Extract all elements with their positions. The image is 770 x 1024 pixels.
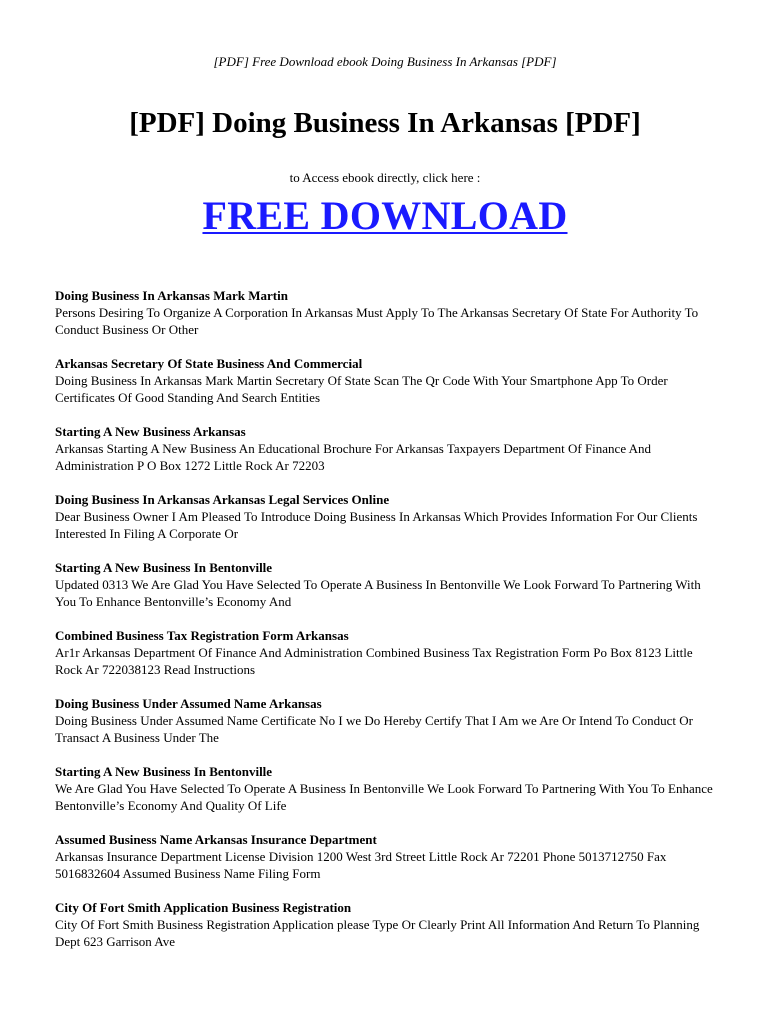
entry-title: Doing Business In Arkansas Arkansas Legal Services Online (55, 492, 390, 507)
entry-title: Assumed Business Name Arkansas Insurance Department (55, 832, 377, 847)
list-item (55, 559, 720, 610)
list-item (55, 287, 720, 338)
entry-description: Doing Business Under Assumed Name Certificate No I we Do Hereby Certify That I Am we Are Or Intend To Conduct Or Transact A Business Under The (55, 713, 694, 745)
entry-description: Doing Business In Arkansas Mark Martin Secretary Of State Scan The Qr Code With Your Smartphone App To Order Certificates Of Good Standing And Search Entities (55, 373, 668, 405)
entry-description: Ar1r Arkansas Department Of Finance And Administration Combined Business Tax Registration Form Po Box 8123 Little Rock Ar 722038123 Read Instructions (55, 645, 693, 677)
entry-description: Updated 0313 We Are Glad You Have Selected To Operate A Business In Bentonville We Look Forward To Partnering With You To Enhance Bentonville’s Economy And (55, 577, 701, 609)
list-item (55, 627, 720, 678)
entry-title: Starting A New Business In Bentonville (55, 560, 273, 575)
page-header: [PDF] Free Download ebook Doing Business In Arkansas [PDF] (213, 54, 557, 69)
list-item (55, 831, 720, 882)
entry-description: Dear Business Owner I Am Pleased To Introduce Doing Business In Arkansas Which Provides Information For Our Clients Interested In Filing A Corporate Or (55, 509, 698, 541)
entry-title: Doing Business Under Assumed Name Arkansas (55, 696, 322, 711)
entry-title: Doing Business In Arkansas Mark Martin (55, 288, 288, 303)
entry-title: Combined Business Tax Registration Form Arkansas (55, 628, 349, 643)
entry-description: Persons Desiring To Organize A Corporation In Arkansas Must Apply To The Arkansas Secretary Of State For Authority To Conduct Business Or Other (55, 305, 699, 337)
list-item (55, 491, 720, 542)
free-download-link[interactable]: FREE DOWNLOAD (202, 193, 568, 238)
entry-title: City Of Fort Smith Application Business Registration (55, 900, 352, 915)
list-item (55, 899, 720, 950)
list-item (55, 695, 720, 746)
access-instruction: to Access ebook directly, click here : (289, 170, 481, 185)
list-item (55, 423, 720, 474)
list-item (55, 355, 720, 406)
entry-description: City Of Fort Smith Business Registration Application please Type Or Clearly Print All Information And Return To Planning Dept 623 Garrison Ave (55, 917, 700, 949)
entry-title: Starting A New Business Arkansas (55, 424, 246, 439)
list-item (55, 763, 720, 814)
entry-description: We Are Glad You Have Selected To Operate A Business In Bentonville We Look Forward To Partnering With You To Enhance Bentonville’s Economy And Quality Of Life (55, 781, 713, 813)
page-title: [PDF] Doing Business In Arkansas [PDF] (129, 107, 641, 139)
entry-description: Arkansas Insurance Department License Division 1200 West 3rd Street Little Rock Ar 72201 Phone 5013712750 Fax 5016832604 Assumed Business Name Filing Form (55, 849, 667, 881)
entry-list (55, 287, 720, 967)
entry-title: Starting A New Business In Bentonville (55, 764, 273, 779)
entry-title: Arkansas Secretary Of State Business And Commercial (55, 356, 363, 371)
entry-description: Arkansas Starting A New Business An Educational Brochure For Arkansas Taxpayers Department Of Finance And Administration P O Box 1272 Little Rock Ar 72203 (55, 441, 652, 473)
